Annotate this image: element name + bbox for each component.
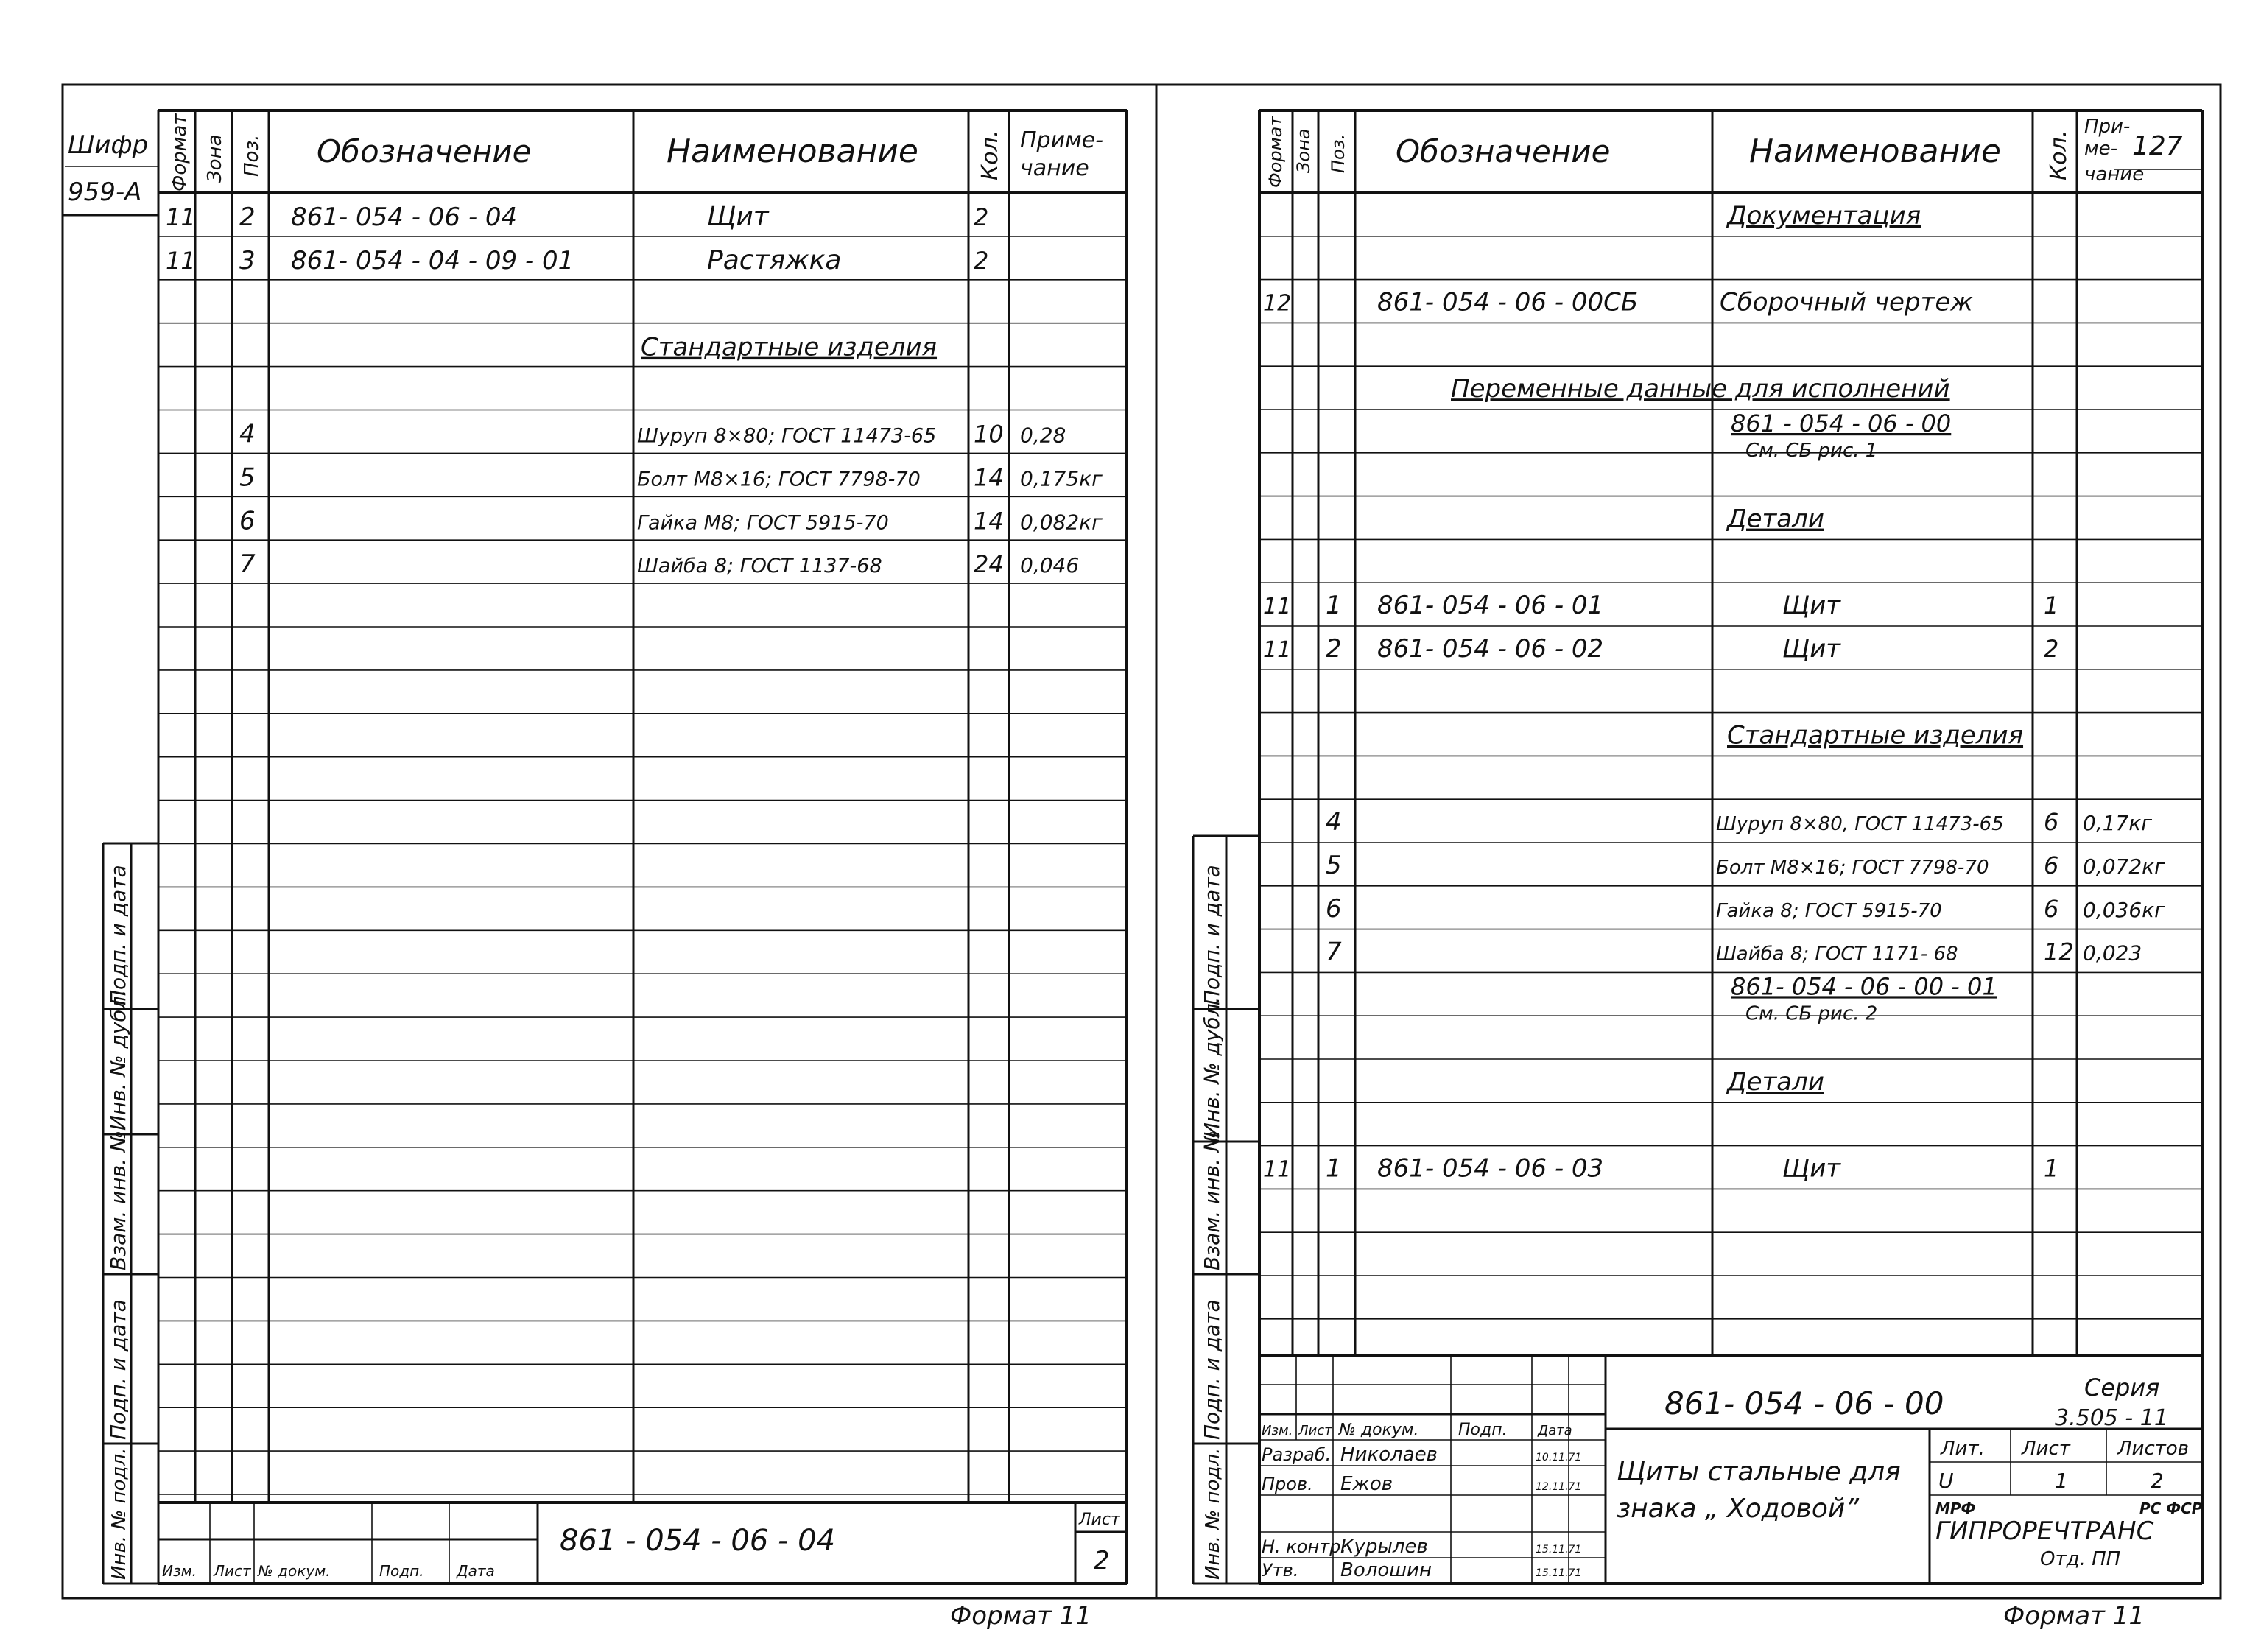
cell-pos: 5 xyxy=(1326,851,1342,880)
section-heading-wide: Переменные данные для исполнений xyxy=(1451,374,1950,404)
left-side-margin xyxy=(103,843,158,1584)
cell-format: 11 xyxy=(1263,637,1292,663)
series-label: Серия xyxy=(2084,1374,2160,1402)
right-side-margin xyxy=(1193,836,1259,1584)
header-name: Наименование xyxy=(667,133,918,170)
cell-qty: 2 xyxy=(974,203,989,231)
cell-name: Гайка 8; ГОСТ 5915-70 xyxy=(1716,899,1942,922)
stamp-date: 15.11.71 xyxy=(1536,1544,1582,1556)
stamp-role: Утв. xyxy=(1262,1560,1299,1581)
cell-name: Щит xyxy=(1782,591,1841,621)
cell-pos: 4 xyxy=(1326,807,1342,837)
stamp-col-izm: Изм. xyxy=(162,1562,197,1580)
left-sheet xyxy=(63,110,1127,1631)
org-dept: Отд. ПП xyxy=(2040,1548,2121,1570)
r-stamp-col-date: Дата xyxy=(1538,1423,1572,1438)
cell-pos: 2 xyxy=(1326,634,1342,664)
format-label-right: Формат 11 xyxy=(2003,1601,2145,1631)
r-stamp-col-doc: № докум. xyxy=(1339,1421,1419,1439)
cell-pos: 6 xyxy=(1326,893,1342,924)
sheets-label: Листов xyxy=(2117,1438,2190,1460)
header-pos: Поз. xyxy=(241,134,263,177)
section-heading: Детали xyxy=(1727,504,1824,534)
header-qty: Кол. xyxy=(977,130,1003,180)
stamp-date: 15.11.71 xyxy=(1536,1567,1582,1579)
cell-format: 11 xyxy=(1263,1156,1292,1183)
r-header-note-3: чание xyxy=(2084,164,2145,186)
stamp-date: 10.11.71 xyxy=(1536,1452,1582,1463)
cell-note: 0,17кг xyxy=(2083,811,2152,836)
cell-format: 11 xyxy=(166,203,196,231)
cell-name: Щит xyxy=(1782,634,1841,664)
margin-label-1: Инв. № подл. xyxy=(108,1447,130,1580)
cell-name: Гайка М8; ГОСТ 5915-70 xyxy=(637,511,889,535)
stamp-role: Разраб. xyxy=(1262,1444,1332,1465)
cell-format: 11 xyxy=(1263,594,1292,620)
cell-pos: 6 xyxy=(239,506,256,536)
cell-designation: 861- 054 - 06 - 02 xyxy=(1377,634,1604,664)
stamp-col-list: Лист xyxy=(214,1562,251,1580)
r-header-name: Наименование xyxy=(1749,133,2001,170)
doc-title-1: Щиты стальные для xyxy=(1617,1457,1901,1487)
r-header-designation: Обозначение xyxy=(1396,133,1611,169)
page-number: 127 xyxy=(2132,131,2183,161)
cell-name: Шуруп 8×80, ГОСТ 11473-65 xyxy=(1716,813,2004,836)
cell-qty: 1 xyxy=(2044,591,2059,620)
r-stamp-col-list: Лист xyxy=(1298,1423,1332,1438)
lit-value: U xyxy=(1938,1469,1954,1493)
cell-name: Растяжка xyxy=(707,245,842,275)
cell-qty: 2 xyxy=(974,246,989,275)
stamp-col-doc: № докум. xyxy=(258,1562,331,1580)
variant-heading: 861 - 054 - 06 - 00 xyxy=(1731,410,1952,437)
cell-qty: 6 xyxy=(2044,808,2059,837)
cell-pos: 5 xyxy=(239,463,256,493)
cell-note: 0,036кг xyxy=(2083,897,2165,922)
header-note-2: чание xyxy=(1020,155,1089,181)
variant-heading: 861- 054 - 06 - 00 - 01 xyxy=(1731,972,1997,1001)
margin-label-3: Взам. инв. № xyxy=(106,1130,130,1270)
r-stamp-col-sign: Подп. xyxy=(1458,1421,1508,1439)
r-header-pos: Поз. xyxy=(1328,133,1348,173)
cell-name: Шуруп 8×80; ГОСТ 11473-65 xyxy=(637,424,937,448)
stamp-sheet-no: 2 xyxy=(1094,1546,1110,1575)
format-label-left: Формат 11 xyxy=(950,1601,1092,1631)
cell-pos: 3 xyxy=(239,245,256,275)
stamp-date: 12.11.71 xyxy=(1536,1481,1582,1493)
r-header-format: Формат xyxy=(1265,116,1286,188)
cell-note: 0,046 xyxy=(1020,553,1080,578)
cell-designation: 861- 054 - 04 - 09 - 01 xyxy=(291,245,574,275)
doc-title-2: знака „ Ходовой” xyxy=(1617,1494,1859,1524)
cell-name: Шайба 8; ГОСТ 1137-68 xyxy=(637,555,882,578)
cell-note: 0,023 xyxy=(2083,941,2142,966)
cell-qty: 1 xyxy=(2044,1154,2059,1183)
cell-name: Щит xyxy=(1782,1153,1841,1184)
section-heading: Стандартные изделия xyxy=(1727,720,2024,751)
cell-name: Болт М8×16; ГОСТ 7798-70 xyxy=(637,468,921,491)
sheet-value: 1 xyxy=(2055,1469,2068,1493)
cell-qty: 24 xyxy=(974,550,1004,579)
left-table-grid xyxy=(158,110,1127,1584)
stamp-person: Курылев xyxy=(1340,1536,1428,1558)
stamp-designation: 861 - 054 - 06 - 04 xyxy=(560,1524,836,1558)
stamp-person: Николаев xyxy=(1340,1444,1438,1466)
cell-designation: 861- 054 - 06 - 00СБ xyxy=(1377,287,1639,317)
cell-pos: 2 xyxy=(239,203,256,232)
stamp-person: Волошин xyxy=(1340,1559,1432,1581)
cell-pos: 7 xyxy=(1326,937,1342,967)
r-margin-label-5: Подп. и дата xyxy=(1200,865,1224,1005)
cell-pos: 1 xyxy=(1326,1153,1342,1184)
cell-qty: 12 xyxy=(2044,938,2074,966)
code-value: 959-А xyxy=(68,177,142,207)
cell-qty: 2 xyxy=(2044,635,2059,663)
cell-format: 11 xyxy=(166,246,196,275)
section-heading: Стандартные изделия xyxy=(641,332,938,362)
margin-label-2: Подп. и дата xyxy=(106,1299,130,1440)
r-margin-label-4: Инв. № дубл. xyxy=(1200,997,1224,1138)
cell-designation: 861- 054 - 06 - 01 xyxy=(1377,591,1604,621)
org-left: МРФ xyxy=(1935,1500,1976,1517)
stamp-person: Ежов xyxy=(1340,1473,1393,1495)
cell-designation: 861- 054 - 06 - 04 xyxy=(291,203,518,232)
variant-sublabel: См. СБ рис. 1 xyxy=(1745,440,1878,462)
r-margin-label-1: Инв. № подл. xyxy=(1202,1447,1224,1580)
cell-designation: 861- 054 - 06 - 03 xyxy=(1377,1153,1604,1184)
variant-sublabel: См. СБ рис. 2 xyxy=(1745,1002,1878,1025)
sheets-value: 2 xyxy=(2151,1469,2164,1493)
r-margin-label-2: Подп. и дата xyxy=(1200,1299,1224,1440)
stamp-col-date: Дата xyxy=(457,1562,495,1580)
org-right: РС ФСР xyxy=(2139,1500,2203,1517)
r-stamp-col-izm: Изм. xyxy=(1262,1423,1293,1438)
cell-note: 0,175кг xyxy=(1020,466,1103,491)
cell-qty: 14 xyxy=(974,463,1004,492)
cell-name: Шайба 8; ГОСТ 1171- 68 xyxy=(1716,943,1958,966)
r-header-note-1: При- xyxy=(2084,116,2131,138)
margin-label-5: Подп. и дата xyxy=(106,865,130,1005)
right-rows xyxy=(1263,201,2165,1184)
r-margin-label-3: Взам. инв. № xyxy=(1200,1130,1224,1270)
header-zone: Зона xyxy=(204,134,226,183)
cell-name: Щит xyxy=(707,202,769,232)
code-label: Шифр xyxy=(68,130,149,160)
margin-label-4: Инв. № дубл. xyxy=(106,989,130,1131)
header-format: Формат xyxy=(169,113,191,191)
cell-format: 12 xyxy=(1263,290,1292,317)
cell-pos: 4 xyxy=(239,419,256,449)
cell-note: 0,072кг xyxy=(2083,854,2165,879)
right-sheet xyxy=(1193,110,2203,1631)
cell-qty: 6 xyxy=(2044,851,2059,879)
org-name: ГИПРОРЕЧТРАНС xyxy=(1935,1516,2154,1546)
left-stamp xyxy=(158,1502,1127,1584)
r-header-qty: Кол. xyxy=(2046,130,2072,180)
right-stamp xyxy=(1259,1355,2203,1584)
sheet-label: Лист xyxy=(2022,1438,2070,1460)
r-stamp-designation: 861- 054 - 06 - 00 xyxy=(1664,1385,1944,1421)
right-table-grid xyxy=(1259,110,2202,1584)
stamp-role: Пров. xyxy=(1262,1474,1313,1494)
section-heading: Детали xyxy=(1727,1067,1824,1097)
cell-qty: 10 xyxy=(974,420,1004,449)
series-value: 3.505 - 11 xyxy=(2055,1405,2168,1431)
cell-pos: 1 xyxy=(1326,591,1342,621)
stamp-role: Н. контр. xyxy=(1262,1536,1347,1557)
header-note-1: Приме- xyxy=(1020,127,1104,153)
cell-name: Сборочный чертеж xyxy=(1720,287,1973,317)
stamp-col-sign: Подп. xyxy=(379,1562,424,1580)
cell-name: Болт М8×16; ГОСТ 7798-70 xyxy=(1716,857,1989,879)
stamp-sheet-label: Лист xyxy=(1079,1511,1120,1529)
r-header-zone: Зона xyxy=(1293,128,1314,173)
section-heading: Документация xyxy=(1727,201,1921,231)
cell-note: 0,28 xyxy=(1020,423,1066,448)
cell-qty: 14 xyxy=(974,507,1004,535)
cell-pos: 7 xyxy=(239,549,256,580)
r-header-note-2: ме- xyxy=(2084,138,2117,160)
header-designation: Обозначение xyxy=(317,133,532,169)
lit-label: Лит. xyxy=(1941,1438,1985,1460)
cell-qty: 6 xyxy=(2044,894,2059,923)
cell-note: 0,082кг xyxy=(1020,510,1103,535)
